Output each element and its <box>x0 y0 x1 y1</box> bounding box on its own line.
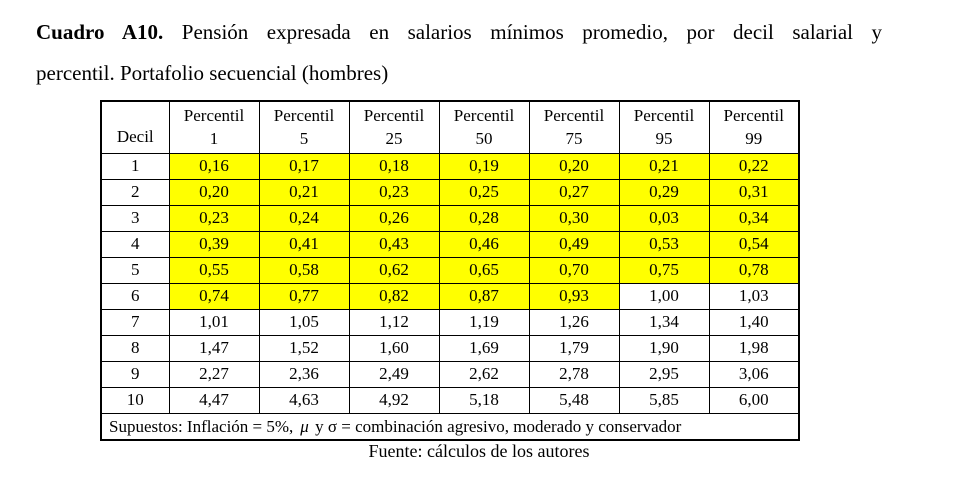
table-row <box>101 205 799 231</box>
value-cell: 2,78 <box>529 361 619 387</box>
decil-cell: 3 <box>101 205 169 231</box>
caption-line-2: percentil. Portafolio secuencial (hombres) <box>36 61 389 85</box>
value-cell: 1,79 <box>529 335 619 361</box>
value-cell: 1,52 <box>259 335 349 361</box>
value-cell: 1,19 <box>439 309 529 335</box>
decil-cell: 4 <box>101 231 169 257</box>
value-cell: 0,16 <box>169 153 259 179</box>
caption-number: Cuadro A10. <box>36 20 164 44</box>
value-cell: 1,47 <box>169 335 259 361</box>
value-cell: 2,49 <box>349 361 439 387</box>
value-cell: 1,00 <box>619 283 709 309</box>
value-cell: 0,21 <box>259 179 349 205</box>
percentil-label: Percentil <box>723 105 784 125</box>
value-cell: 1,98 <box>709 335 799 361</box>
percentil-column-header <box>529 101 619 153</box>
value-cell: 2,36 <box>259 361 349 387</box>
value-cell: 5,85 <box>619 387 709 413</box>
value-cell: 0,93 <box>529 283 619 309</box>
value-cell: 0,21 <box>619 153 709 179</box>
value-cell: 0,20 <box>169 179 259 205</box>
percentil-number: 25 <box>385 128 403 148</box>
value-cell: 0,78 <box>709 257 799 283</box>
value-cell: 0,29 <box>619 179 709 205</box>
value-cell: 0,03 <box>619 205 709 231</box>
value-cell: 1,34 <box>619 309 709 335</box>
value-cell: 1,26 <box>529 309 619 335</box>
percentil-column-header <box>169 101 259 153</box>
percentil-number: 75 <box>565 128 583 148</box>
value-cell: 0,25 <box>439 179 529 205</box>
value-cell: 0,46 <box>439 231 529 257</box>
percentil-column-header <box>349 101 439 153</box>
value-cell: 0,77 <box>259 283 349 309</box>
decil-cell: 1 <box>101 153 169 179</box>
table-row <box>101 257 799 283</box>
value-cell: 0,53 <box>619 231 709 257</box>
assumptions-note <box>101 413 799 440</box>
decil-cell: 10 <box>101 387 169 413</box>
header-row <box>101 101 799 153</box>
value-cell: 0,65 <box>439 257 529 283</box>
value-cell: 4,47 <box>169 387 259 413</box>
value-cell: 0,20 <box>529 153 619 179</box>
value-cell: 0,62 <box>349 257 439 283</box>
value-cell: 1,69 <box>439 335 529 361</box>
decil-cell: 9 <box>101 361 169 387</box>
decil-cell: 7 <box>101 309 169 335</box>
table-row <box>101 153 799 179</box>
value-cell: 0,43 <box>349 231 439 257</box>
value-cell: 4,92 <box>349 387 439 413</box>
value-cell: 0,34 <box>709 205 799 231</box>
assumptions-prefix: Supuestos: Inflación = 5%, <box>109 416 294 436</box>
percentil-label: Percentil <box>453 105 515 125</box>
table-row <box>101 283 799 309</box>
decil-column-header: Decil <box>101 101 169 153</box>
value-cell: 1,90 <box>619 335 709 361</box>
value-cell: 0,23 <box>169 205 259 231</box>
value-cell: 3,06 <box>709 361 799 387</box>
percentil-number: 95 <box>655 128 673 148</box>
value-cell: 0,82 <box>349 283 439 309</box>
table-row <box>101 335 799 361</box>
decil-cell: 6 <box>101 283 169 309</box>
decil-cell: 2 <box>101 179 169 205</box>
decil-cell: 5 <box>101 257 169 283</box>
value-cell: 2,27 <box>169 361 259 387</box>
percentil-column-header <box>619 101 709 153</box>
value-cell: 0,17 <box>259 153 349 179</box>
decil-cell: 8 <box>101 335 169 361</box>
percentil-number: 1 <box>209 128 219 148</box>
value-cell: 0,39 <box>169 231 259 257</box>
value-cell: 0,23 <box>349 179 439 205</box>
table-row <box>101 387 799 413</box>
pension-table <box>100 100 800 441</box>
value-cell: 0,75 <box>619 257 709 283</box>
value-cell: 6,00 <box>709 387 799 413</box>
value-cell: 0,87 <box>439 283 529 309</box>
value-cell: 0,24 <box>259 205 349 231</box>
value-cell: 0,74 <box>169 283 259 309</box>
value-cell: 1,03 <box>709 283 799 309</box>
value-cell: 1,60 <box>349 335 439 361</box>
assumptions-rest: y σ = combinación agresivo, moderado y conservador <box>315 416 682 436</box>
value-cell: 1,40 <box>709 309 799 335</box>
value-cell: 0,30 <box>529 205 619 231</box>
value-cell: 0,41 <box>259 231 349 257</box>
percentil-number: 5 <box>299 128 309 148</box>
percentil-column-header <box>439 101 529 153</box>
value-cell: 0,19 <box>439 153 529 179</box>
percentil-label: Percentil <box>363 105 425 125</box>
mu-symbol: μ <box>300 416 309 436</box>
percentil-label: Percentil <box>273 105 335 125</box>
table-body <box>101 153 799 413</box>
percentil-label: Percentil <box>543 105 605 125</box>
value-cell: 0,26 <box>349 205 439 231</box>
value-cell: 0,27 <box>529 179 619 205</box>
value-cell: 4,63 <box>259 387 349 413</box>
percentil-column-header <box>709 101 799 153</box>
value-cell: 1,05 <box>259 309 349 335</box>
value-cell: 5,48 <box>529 387 619 413</box>
value-cell: 2,95 <box>619 361 709 387</box>
table-row <box>101 231 799 257</box>
table-row <box>101 309 799 335</box>
caption-text: Pensión expresada en salarios mínimos promedio, por decil salarial y <box>181 20 882 44</box>
value-cell: 1,01 <box>169 309 259 335</box>
table-row <box>101 179 799 205</box>
value-cell: 0,58 <box>259 257 349 283</box>
percentil-label: Percentil <box>183 105 245 125</box>
value-cell: 2,62 <box>439 361 529 387</box>
value-cell: 0,18 <box>349 153 439 179</box>
table-caption <box>36 12 882 94</box>
assumptions-row <box>101 413 799 440</box>
value-cell: 0,49 <box>529 231 619 257</box>
percentil-number: 50 <box>475 128 493 148</box>
value-cell: 0,70 <box>529 257 619 283</box>
percentil-column-header <box>259 101 349 153</box>
percentil-label: Percentil <box>633 105 695 125</box>
source-note: Fuente: cálculos de los autores <box>368 441 590 461</box>
value-cell: 0,28 <box>439 205 529 231</box>
value-cell: 5,18 <box>439 387 529 413</box>
value-cell: 1,12 <box>349 309 439 335</box>
value-cell: 0,55 <box>169 257 259 283</box>
table-row <box>101 361 799 387</box>
caption-line-1 <box>36 12 882 53</box>
percentil-number: 99 <box>745 128 763 148</box>
value-cell: 0,22 <box>709 153 799 179</box>
value-cell: 0,54 <box>709 231 799 257</box>
value-cell: 0,31 <box>709 179 799 205</box>
